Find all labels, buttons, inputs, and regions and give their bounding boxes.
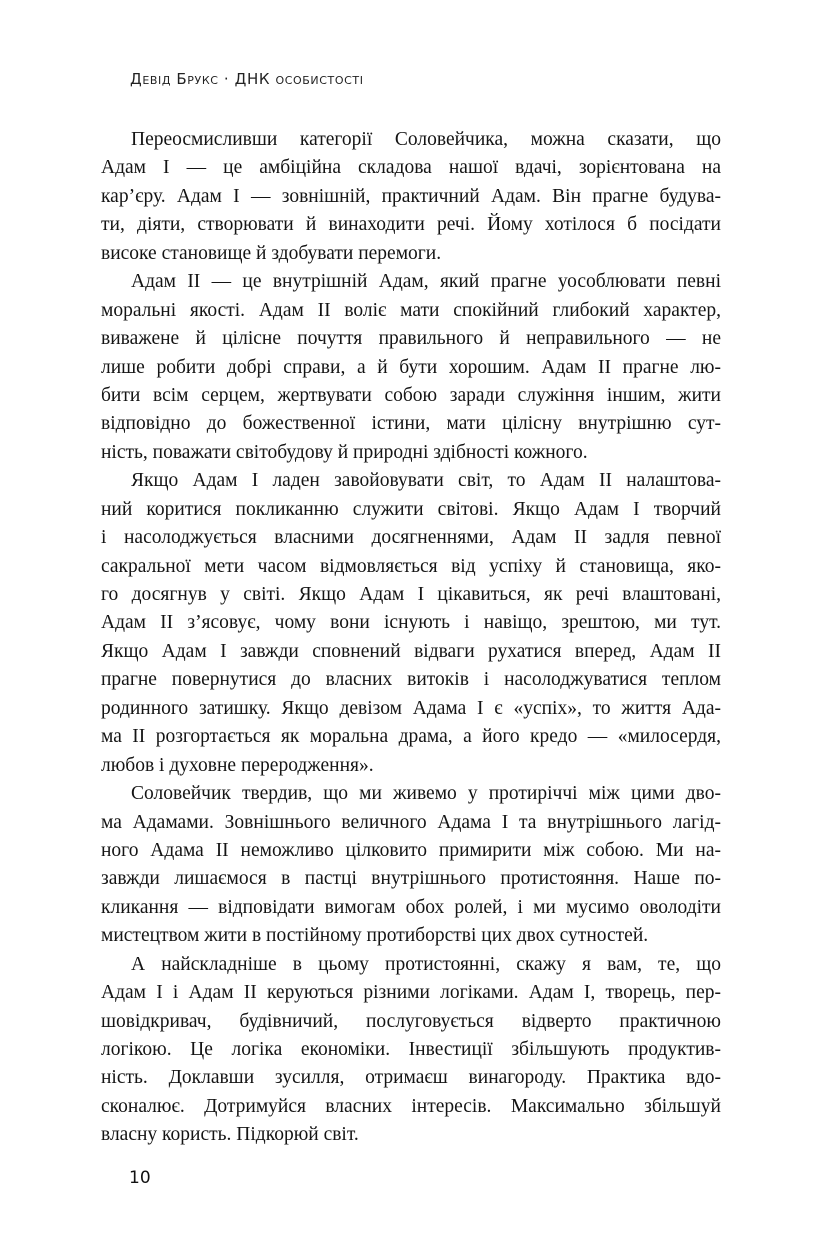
text-line: ма Адамами. Зовнішнього величного Адама I та внутрішнього лагід-	[101, 811, 721, 833]
text-line: Адам II з’ясовує, чому вони існують і навіщо, зрештою, ми тут.	[101, 612, 721, 634]
body-text	[101, 126, 721, 1150]
text-line: і насолоджується власними досягненнями, Адам II задля певної	[101, 527, 721, 549]
page-number: 10	[129, 1168, 151, 1188]
text-line: кликання — відповідати вимогам обох ролей, і ми мусимо оволодіти	[101, 896, 721, 918]
text-line: прагне повернутися до власних витоків і насолоджуватися теплом	[101, 669, 721, 691]
text-line: ного Адама II неможливо цілковито примирити між собою. Ми на-	[101, 839, 721, 861]
text-line: високе становище й здобувати перемоги.	[101, 242, 442, 264]
text-line: ність. Доклавши зусилля, отримаєш винагороду. Практика вдо-	[101, 1067, 721, 1089]
text-line: ма II розгортається як моральна драма, а його кредо — «милосердя,	[101, 726, 721, 748]
text-line: кар’єру. Адам I — зовнішній, практичний Адам. Він прагне будува-	[101, 185, 721, 207]
text-line: відповідно до божественної істини, мати цілісну внутрішню сут-	[101, 413, 721, 435]
text-line: го досягнув у світі. Якщо Адам I цікавиться, як речі влаштовані,	[101, 584, 721, 605]
text-line: бити всім серцем, жертвувати собою заради служіння іншим, жити	[101, 384, 721, 406]
text-line: лише робити добрі справи, а й бути хорошим. Адам II прагне лю-	[101, 356, 721, 378]
paragraph	[101, 268, 721, 467]
text-line: ти, діяти, створювати й винаходити речі. Йому хотілося б посідати	[101, 214, 721, 236]
text-line: ний коритися покликанню служити світові. Якщо Адам I творчий	[101, 498, 721, 520]
text-line: логікою. Це логіка економіки. Інвестиції збільшують продуктив-	[101, 1039, 721, 1060]
running-header: Девід Брукс · ДНК особистості	[130, 70, 364, 88]
text-line: ність, поважати світобудову й природні здібності кожного.	[101, 441, 588, 463]
text-line: Соловейчик твердив, що ми живемо у протиріччі між цими дво-	[131, 783, 721, 805]
text-line: мистецтвом жити в постійному протиборстві цих двох сутностей.	[101, 925, 649, 947]
text-line: сконалює. Дотримуйся власних інтересів. Максимально збільшуй	[101, 1095, 721, 1117]
paragraph	[101, 780, 721, 951]
text-line: А найскладніше в цьому протистоянні, скажу я вам, те, що	[131, 953, 721, 975]
text-line: Якщо Адам I ладен завойовувати світ, то Адам II налаштова-	[131, 470, 721, 492]
text-line: любов і духовне переродження».	[101, 754, 374, 776]
text-line: завжди лишаємося в пастці внутрішнього протистояння. Наше по-	[101, 868, 721, 890]
text-line: родинного затишку. Якщо девізом Адама I є «успіх», то життя Ада-	[101, 697, 721, 719]
text-line: Адам I і Адам II керуються різними логіками. Адам I, творець, пер-	[101, 982, 721, 1004]
text-line: Адам II — це внутрішній Адам, який прагне уособлювати певні	[131, 271, 721, 293]
text-line: сакральної мети часом відмовляється від успіху й становища, яко-	[101, 555, 721, 577]
text-line: шовідкривач, будівничий, послуговується відверто практичною	[101, 1010, 721, 1032]
text-line: Переосмисливши категорії Соловейчика, можна сказати, що	[131, 129, 721, 150]
text-line: Якщо Адам I завжди сповнений відваги рухатися вперед, Адам II	[101, 640, 721, 662]
paragraph	[101, 467, 721, 780]
text-line: виважене й цілісне почуття правильного й неправильного — не	[101, 328, 721, 350]
text-line: моральні якості. Адам II воліє мати спокійний глибокий характер,	[101, 299, 721, 321]
paragraph	[101, 951, 721, 1150]
text-line: власну користь. Підкорюй світ.	[101, 1124, 359, 1146]
paragraph	[101, 126, 721, 268]
text-line: Адам I — це амбіційна складова нашої вдачі, зорієнтована на	[101, 157, 721, 179]
